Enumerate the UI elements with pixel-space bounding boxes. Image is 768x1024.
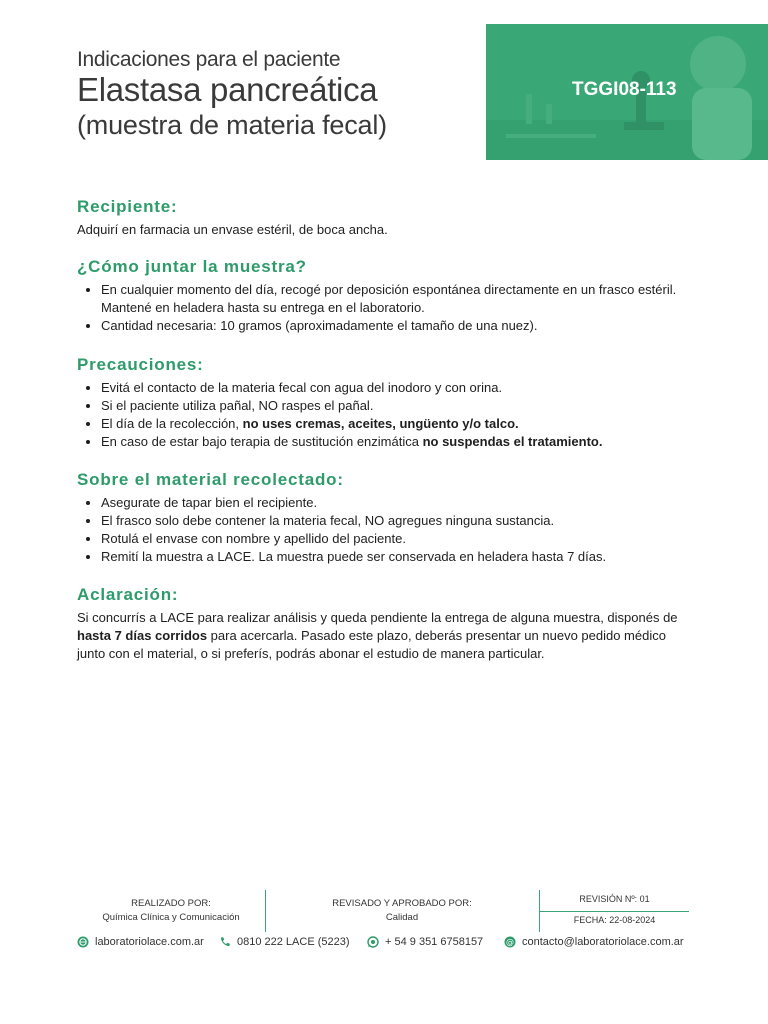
list-item-emphasis: no suspendas el tratamiento. [422, 434, 603, 449]
text-run: para acercarla. Pasado este plazo, deberás presentar un nuevo pedido médico junto con el material, o si preferís, podrás abonar el estudio de manera particular. [77, 628, 666, 661]
contact-phone[interactable] [219, 936, 350, 948]
list-item-text: El día de la recolección, [101, 416, 243, 431]
realizado-value: Química Clínica y Comunicación [102, 912, 240, 923]
revisado-label: REVISADO Y APROBADO POR: [332, 898, 472, 909]
bullet-list [77, 494, 697, 566]
list-item-text: En caso de estar bajo terapia de sustitución enzimática [101, 434, 423, 449]
list-item [101, 433, 697, 451]
section-text: Adquirí en farmacia un envase estéril, de boca ancha. [77, 222, 388, 237]
whatsapp-icon [367, 936, 379, 948]
text-emphasis: hasta 7 días corridos [77, 628, 208, 643]
list-item: • Cantidad necesaria: 10 gramos (aproximadamente el tamaño de una nuez). [101, 317, 697, 335]
list-item: • El frasco solo debe contener la materia fecal, NO agregues ninguna sustancia. [101, 512, 697, 530]
contact-email-text: contacto@laboratoriolace.com.ar [522, 936, 684, 948]
list-item: • Si el paciente utiliza pañal, NO raspes el pañal. [101, 397, 697, 415]
contact-web[interactable] [77, 936, 204, 948]
document-title: Elastasa pancreática [77, 71, 378, 108]
document-title-secondary: (muestra de materia fecal) [77, 110, 387, 140]
list-item-emphasis: no uses cremas, aceites, ungüento y/o talco. [242, 416, 519, 431]
contact-whatsapp-text: + 54 9 351 6758157 [385, 936, 484, 948]
section-text [77, 609, 697, 663]
contact-whatsapp[interactable] [367, 936, 483, 948]
fecha-cell: FECHA: 22-08-2024 [573, 915, 656, 925]
revisado-value: Calidad [385, 912, 419, 923]
footer-divider [265, 890, 266, 932]
contact-email[interactable] [504, 936, 684, 948]
section-material [77, 470, 697, 566]
list-item: • Remití la muestra a LACE. La muestra puede ser conservada en heladera hasta 7 días. [101, 548, 697, 566]
list-item: • Rotulá el envase con nombre y apellido del paciente. [101, 530, 697, 548]
approval-footer [77, 890, 689, 934]
section-heading: ¿Cómo juntar la muestra? [77, 257, 307, 276]
list-item: • En cualquier momento del día, recogé por deposición espontánea directamente en un frasco estéril. Mantené en heladera hasta su entrega en el laboratorio. [101, 281, 697, 317]
contact-bar [77, 936, 697, 952]
contact-web-text: laboratoriolace.com.ar [95, 936, 204, 948]
text-run: Si concurrís a LACE para realizar análisis y queda pendiente la entrega de alguna muestra, disponés de [77, 610, 678, 625]
bullet-list [77, 379, 697, 451]
document-code: TGGI08-113 [572, 79, 677, 100]
realizado-label: REALIZADO POR: [131, 898, 211, 909]
svg-text:@: @ [506, 937, 514, 947]
header-banner [486, 24, 768, 160]
phone-icon [219, 936, 231, 948]
realizado-cell [77, 898, 265, 923]
section-heading: Precauciones: [77, 355, 204, 374]
bullet-list [77, 281, 697, 335]
contact-phone-text: 0810 222 LACE (5223) [237, 936, 350, 948]
section-aclaracion [77, 585, 697, 663]
section-heading: Recipiente: [77, 197, 178, 216]
section-heading: Aclaración: [77, 585, 179, 604]
revisado-cell [307, 898, 497, 923]
list-item [101, 415, 697, 433]
list-item: • Asegurate de tapar bien el recipiente. [101, 494, 697, 512]
revision-cell: REVISIÓN Nº: 01 [579, 894, 650, 904]
document-header [77, 48, 477, 142]
section-precauciones [77, 355, 697, 451]
section-recipiente [77, 197, 697, 239]
section-heading: Sobre el material recolectado: [77, 470, 344, 489]
at-sign-icon [504, 936, 516, 948]
section-como-juntar [77, 257, 697, 335]
footer-divider [540, 911, 689, 912]
globe-icon [77, 936, 89, 948]
list-item: • Evitá el contacto de la materia fecal con agua del inodoro y con orina. [101, 379, 697, 397]
document-subtitle: Indicaciones para el paciente [77, 48, 341, 71]
